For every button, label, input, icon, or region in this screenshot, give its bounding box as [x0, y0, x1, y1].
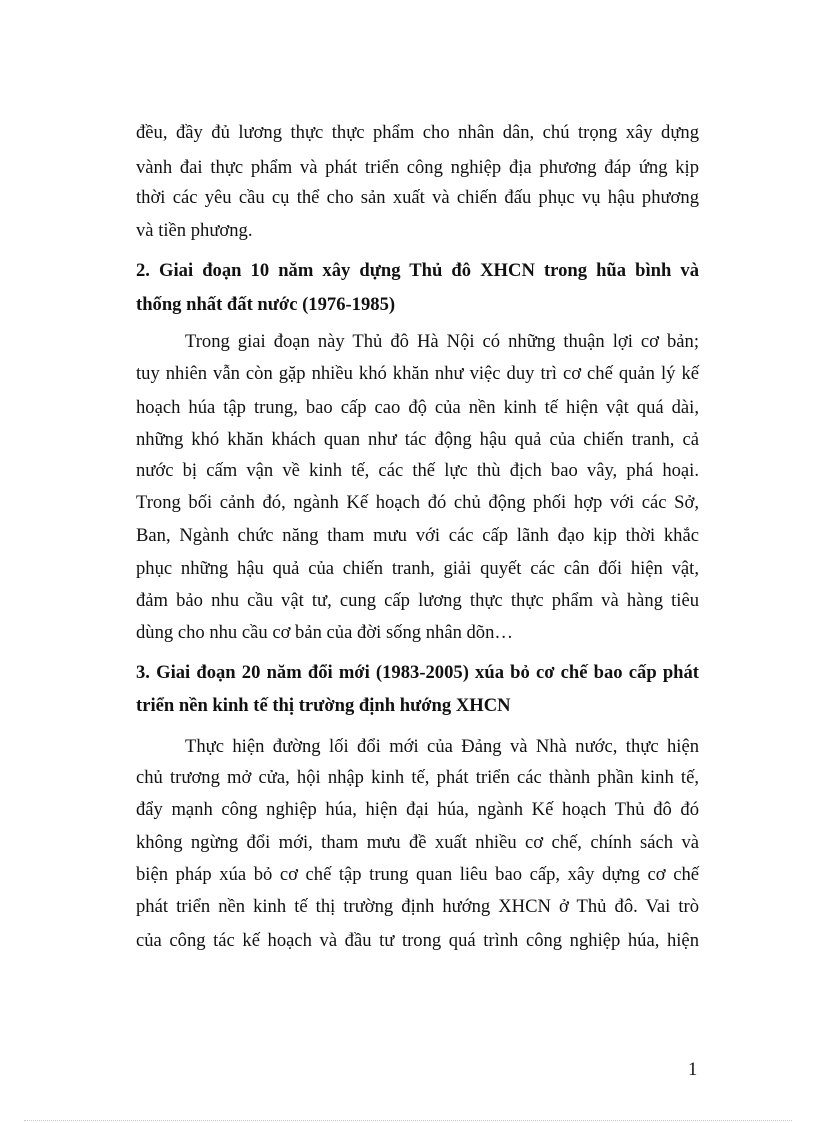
section-2-heading-line-2: thống nhất đất nước (1976-1985) [136, 294, 396, 315]
intro-line-3: thời các yêu cầu cụ thể cho sản xuất và chiến đấu phục vụ hậu phương [136, 187, 699, 208]
section-2-body-line-5: nước bị cấm vận về kinh tế, các thế lực thù địch bao vây, phá hoại. [136, 460, 699, 481]
section-2-body-line-10: dùng cho nhu cầu cơ bản của đời sống nhân dõn… [136, 622, 513, 643]
section-2-body-line-2: tuy nhiên vẫn còn gặp nhiều khó khăn như việc duy trì cơ chế quản lý kế [136, 363, 699, 384]
section-3-body-line-4: không ngừng đổi mới, tham mưu đề xuất nhiều cơ chế, chính sách và [136, 832, 699, 853]
section-3-heading-line-2: triển nền kinh tế thị trường định hướng XHCN [136, 695, 511, 716]
intro-line-1: đều, đầy đủ lương thực thực phẩm cho nhân dân, chú trọng xây dựng [136, 122, 699, 143]
footer-divider [24, 1120, 792, 1121]
section-3-body-line-7: của công tác kế hoạch và đầu tư trong quá trình công nghiệp húa, hiện [136, 930, 699, 951]
section-2-heading-line-1: 2. Giai đoạn 10 năm xây dựng Thủ đô XHCN trong hũa bình và [136, 260, 699, 281]
section-2-body-line-8: phục những hậu quả của chiến tranh, giải quyết các cân đối hiện vật, [136, 558, 699, 579]
section-3-body-line-2: chủ trương mở cửa, hội nhập kinh tế, phát triển các thành phần kinh tế, [136, 767, 699, 788]
section-2-body-line-9: đảm bảo nhu cầu vật tư, cung cấp lương thực thực phẩm và hàng tiêu [136, 590, 699, 611]
intro-line-2: vành đai thực phẩm và phát triển công nghiệp địa phương đáp ứng kịp [136, 157, 699, 178]
section-2-body-line-7: Ban, Ngành chức năng tham mưu với các cấp lãnh đạo kịp thời khắc [136, 525, 699, 546]
section-3-body-line-1: Thực hiện đường lối đổi mới của Đảng và Nhà nước, thực hiện [185, 736, 699, 757]
page-number: 1 [688, 1059, 698, 1080]
section-3-body-line-5: biện pháp xúa bỏ cơ chế tập trung quan liêu bao cấp, xây dựng cơ chế [136, 864, 699, 885]
section-2-body-line-6: Trong bối cảnh đó, ngành Kế hoạch đó chủ động phối hợp với các Sở, [136, 492, 699, 513]
section-2-body-line-4: những khó khăn khách quan như tác động hậu quả của chiến tranh, cả [136, 429, 699, 450]
intro-line-4: và tiền phương. [136, 220, 253, 241]
section-3-body-line-6: phát triển nền kinh tế thị trường định hướng XHCN ở Thủ đô. Vai trò [136, 896, 699, 917]
section-2-body-line-3: hoạch húa tập trung, bao cấp cao độ của nền kinh tế hiện vật quá dài, [136, 397, 699, 418]
section-2-body-line-1: Trong giai đoạn này Thủ đô Hà Nội có những thuận lợi cơ bản; [185, 331, 699, 352]
section-3-body-line-3: đẩy mạnh công nghiệp húa, hiện đại húa, ngành Kế hoạch Thủ đô đó [136, 799, 699, 820]
section-3-heading-line-1: 3. Giai đoạn 20 năm đổi mới (1983-2005) xúa bỏ cơ chế bao cấp phát [136, 662, 699, 683]
